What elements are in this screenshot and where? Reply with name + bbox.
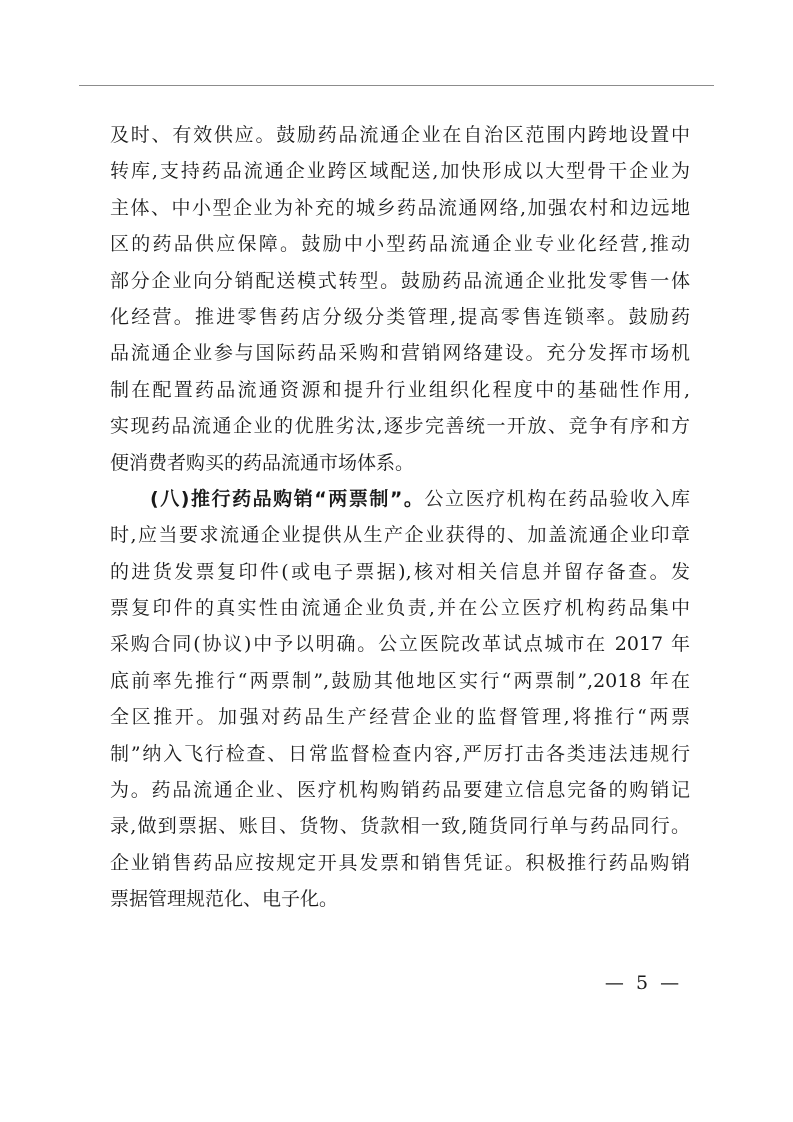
text-run: 公立医疗机构在药品验收入库 (424, 487, 690, 510)
text-line: 品流通企业参与国际药品采购和营销网络建设。充分发挥市场机 (110, 342, 690, 365)
text-line: 企业销售药品应按规定开具发票和销售凭证。积极推行药品购销 (110, 851, 690, 874)
text-line: 主体、中小型企业为补充的城乡药品流通网络,加强农村和边远地 (110, 196, 690, 219)
text-line: 录,做到票据、账目、货物、货款相一致,随货同行单与药品同行。 (110, 815, 690, 838)
section-heading: (八)推行药品购销“两票制”。 (150, 487, 425, 510)
text-line: 化经营。推进零售药店分级分类管理,提高零售连锁率。鼓励药 (110, 305, 690, 328)
text-line: 的进货发票复印件(或电子票据),核对相关信息并留存备查。发 (110, 560, 690, 583)
text-line: 制在配置药品流通资源和提升行业组织化程度中的基础性作用, (110, 378, 690, 401)
paragraph-2 (110, 481, 690, 918)
page-number: — 5 — (604, 972, 680, 994)
text-line: 为。药品流通企业、医疗机构购销药品要建立信息完备的购销记 (110, 779, 690, 802)
text-line (110, 481, 690, 517)
text-line: 制”纳入飞行检查、日常监督检查内容,严厉打击各类违法违规行 (110, 742, 690, 765)
header-rule (79, 85, 714, 86)
text-line: 票复印件的真实性由流通企业负责,并在公立医疗机构药品集中 (110, 597, 690, 620)
text-line: 便消费者购买的药品流通市场体系。 (110, 451, 415, 474)
text-line: 及时、有效供应。鼓励药品流通企业在自治区范围内跨地设置中 (110, 124, 690, 146)
text-line: 采购合同(协议)中予以明确。公立医院改革试点城市在 2017 年 (110, 633, 690, 656)
text-line: 实现药品流通企业的优胜劣汰,逐步完善统一开放、竞争有序和方 (110, 415, 690, 438)
text-line: 部分企业向分销配送模式转型。鼓励药品流通企业批发零售一体 (110, 269, 690, 292)
text-line: 时,应当要求流通企业提供从生产企业获得的、加盖流通企业印章 (110, 524, 690, 547)
paragraph-1 (110, 117, 690, 481)
body-text (110, 117, 690, 918)
text-line: 全区推开。加强对药品生产经营企业的监督管理,将推行“两票 (110, 706, 690, 729)
text-line: 票据管理规范化、电子化。 (110, 888, 339, 911)
text-line: 底前率先推行“两票制”,鼓励其他地区实行“两票制”,2018 年在 (110, 669, 690, 692)
text-line: 转库,支持药品流通企业跨区域配送,加快形成以大型骨干企业为 (110, 160, 690, 183)
text-line: 区的药品供应保障。鼓励中小型药品流通企业专业化经营,推动 (110, 233, 690, 256)
